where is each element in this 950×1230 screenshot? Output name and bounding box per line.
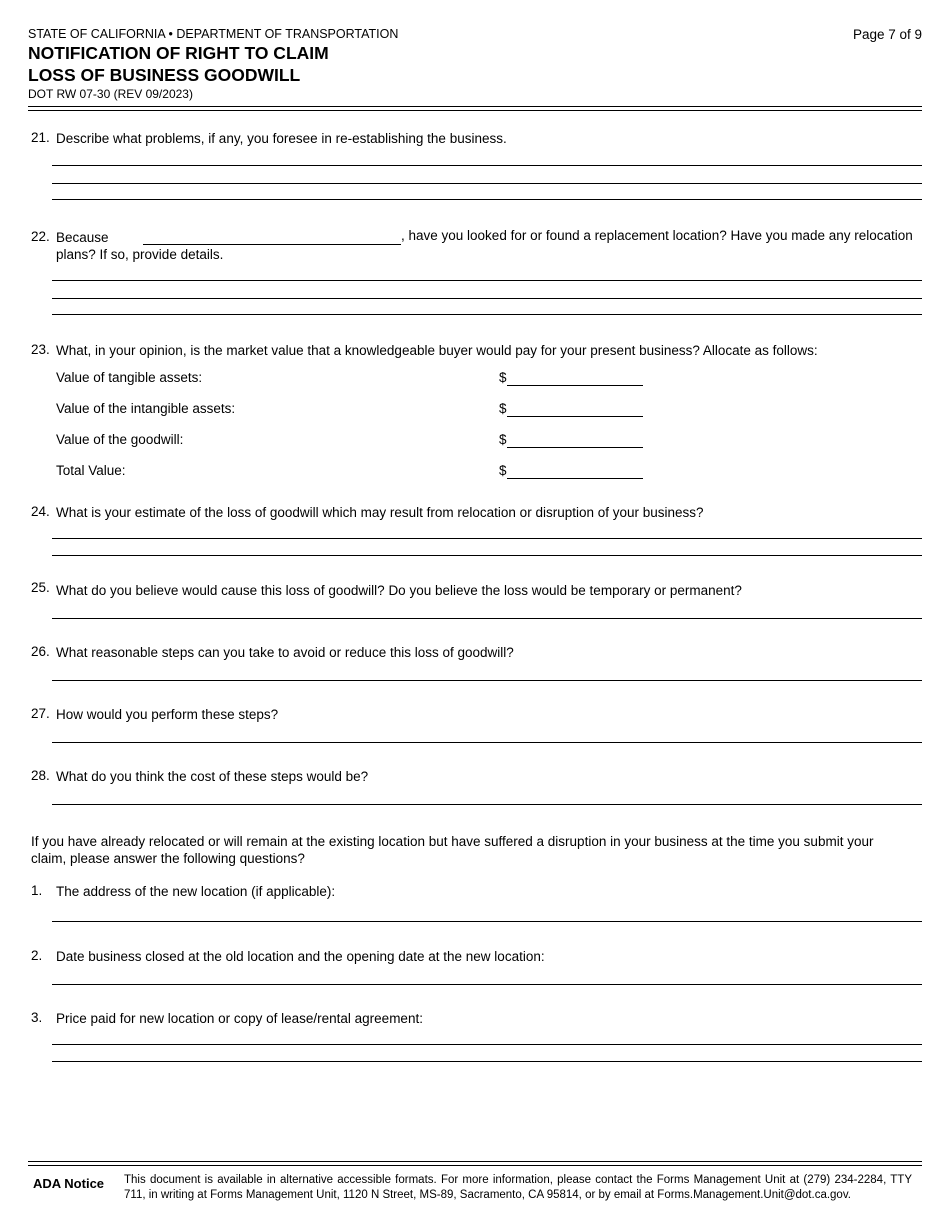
form-number: DOT RW 07-30 (REV 09/2023) [28, 87, 193, 101]
question-22-suffix: , have you looked for or found a replacement location? Have you made any relocation [401, 228, 913, 243]
q21-answer-line-1[interactable] [52, 165, 922, 166]
header-divider-top [28, 106, 922, 107]
q25-answer-line[interactable] [52, 618, 922, 619]
relocation-intro-line1: If you have already relocated or will remain at the existing location but have suffered a disruption in your business at the time you submit your [31, 834, 874, 849]
q21-answer-line-2[interactable] [52, 183, 922, 184]
goodwill-value-currency: $ [499, 432, 507, 447]
goodwill-value-field[interactable] [507, 447, 643, 448]
price-paid-line-2[interactable] [52, 1061, 922, 1062]
q24-answer-line-1[interactable] [52, 538, 922, 539]
tangible-assets-field[interactable] [507, 385, 643, 386]
question-24-number: 24. [31, 504, 50, 519]
relocation-intro-line2: claim, please answer the following questions? [31, 851, 305, 866]
agency-name: STATE OF CALIFORNIA • DEPARTMENT OF TRANSPORTATION [28, 27, 399, 41]
total-value-label: Total Value: [56, 463, 126, 478]
question-23-text: What, in your opinion, is the market value that a knowledgeable buyer would pay for your present business? Allocate as follows: [56, 343, 818, 358]
question-21-number: 21. [31, 130, 50, 145]
footer-divider-top [28, 1161, 922, 1162]
page-number: Page 7 of 9 [852, 27, 922, 42]
header-divider-bottom [28, 110, 922, 111]
intangible-assets-field[interactable] [507, 416, 643, 417]
question-24-text: What is your estimate of the loss of goodwill which may result from relocation or disruption of your business? [56, 505, 704, 520]
question-28-text: What do you think the cost of these steps would be? [56, 769, 369, 784]
footer-divider-bottom [28, 1165, 922, 1166]
relocation-item-3-number: 3. [31, 1010, 43, 1025]
question-25-text: What do you believe would cause this loss of goodwill? Do you believe the loss would be temporary or permanent? [56, 583, 742, 598]
q21-answer-line-3[interactable] [52, 199, 922, 200]
tangible-assets-currency: $ [499, 370, 507, 385]
goodwill-value-label: Value of the goodwill: [56, 432, 184, 447]
relocation-item-1-text: The address of the new location (if applicable): [56, 884, 336, 899]
question-23-number: 23. [31, 342, 50, 357]
question-21-text: Describe what problems, if any, you foresee in re-establishing the business. [56, 131, 507, 146]
intangible-assets-currency: $ [499, 401, 507, 416]
ada-notice-label: ADA Notice [33, 1176, 105, 1191]
intangible-assets-label: Value of the intangible assets: [56, 401, 236, 416]
relocation-item-3-text: Price paid for new location or copy of lease/rental agreement: [56, 1011, 423, 1026]
total-value-currency: $ [499, 463, 507, 478]
tangible-assets-label: Value of tangible assets: [56, 370, 203, 385]
question-27-number: 27. [31, 706, 50, 721]
q22-answer-line-1[interactable] [52, 280, 922, 281]
relocation-item-2-number: 2. [31, 948, 43, 963]
q22-answer-line-2[interactable] [52, 298, 922, 299]
price-paid-line-1[interactable] [52, 1044, 922, 1045]
question-26-text: What reasonable steps can you take to avoid or reduce this loss of goodwill? [56, 645, 514, 660]
relocation-item-1-number: 1. [31, 883, 43, 898]
question-27-text: How would you perform these steps? [56, 707, 279, 722]
q28-answer-line[interactable] [52, 804, 922, 805]
new-location-address-line[interactable] [52, 921, 922, 922]
question-22-line2: plans? If so, provide details. [56, 247, 224, 262]
total-value-field[interactable] [507, 478, 643, 479]
closing-opening-dates-line[interactable] [52, 984, 922, 985]
relocation-item-2-text: Date business closed at the old location and the opening date at the new location: [56, 949, 545, 964]
question-22-number: 22. [31, 229, 50, 244]
q27-answer-line[interactable] [52, 742, 922, 743]
form-title-line2: LOSS OF BUSINESS GOODWILL [28, 65, 301, 85]
q22-answer-line-3[interactable] [52, 314, 922, 315]
q22-inline-field[interactable] [143, 244, 401, 245]
question-22-prefix: Because [56, 230, 109, 245]
q24-answer-line-2[interactable] [52, 555, 922, 556]
question-28-number: 28. [31, 768, 50, 783]
question-26-number: 26. [31, 644, 50, 659]
form-title-line1: NOTIFICATION OF RIGHT TO CLAIM [28, 43, 329, 63]
q26-answer-line[interactable] [52, 680, 922, 681]
ada-notice-text: This document is available in alternative accessible formats. For more information, please contact the Forms Management Unit at (279) 234-2284, TTY 711, in writing at Forms Management Unit, 1120 N Street, MS-89, Sacramento, CA 95814, or by email at Forms.Management.Unit@dot.ca.gov. [124, 1174, 912, 1201]
question-25-number: 25. [31, 580, 50, 595]
